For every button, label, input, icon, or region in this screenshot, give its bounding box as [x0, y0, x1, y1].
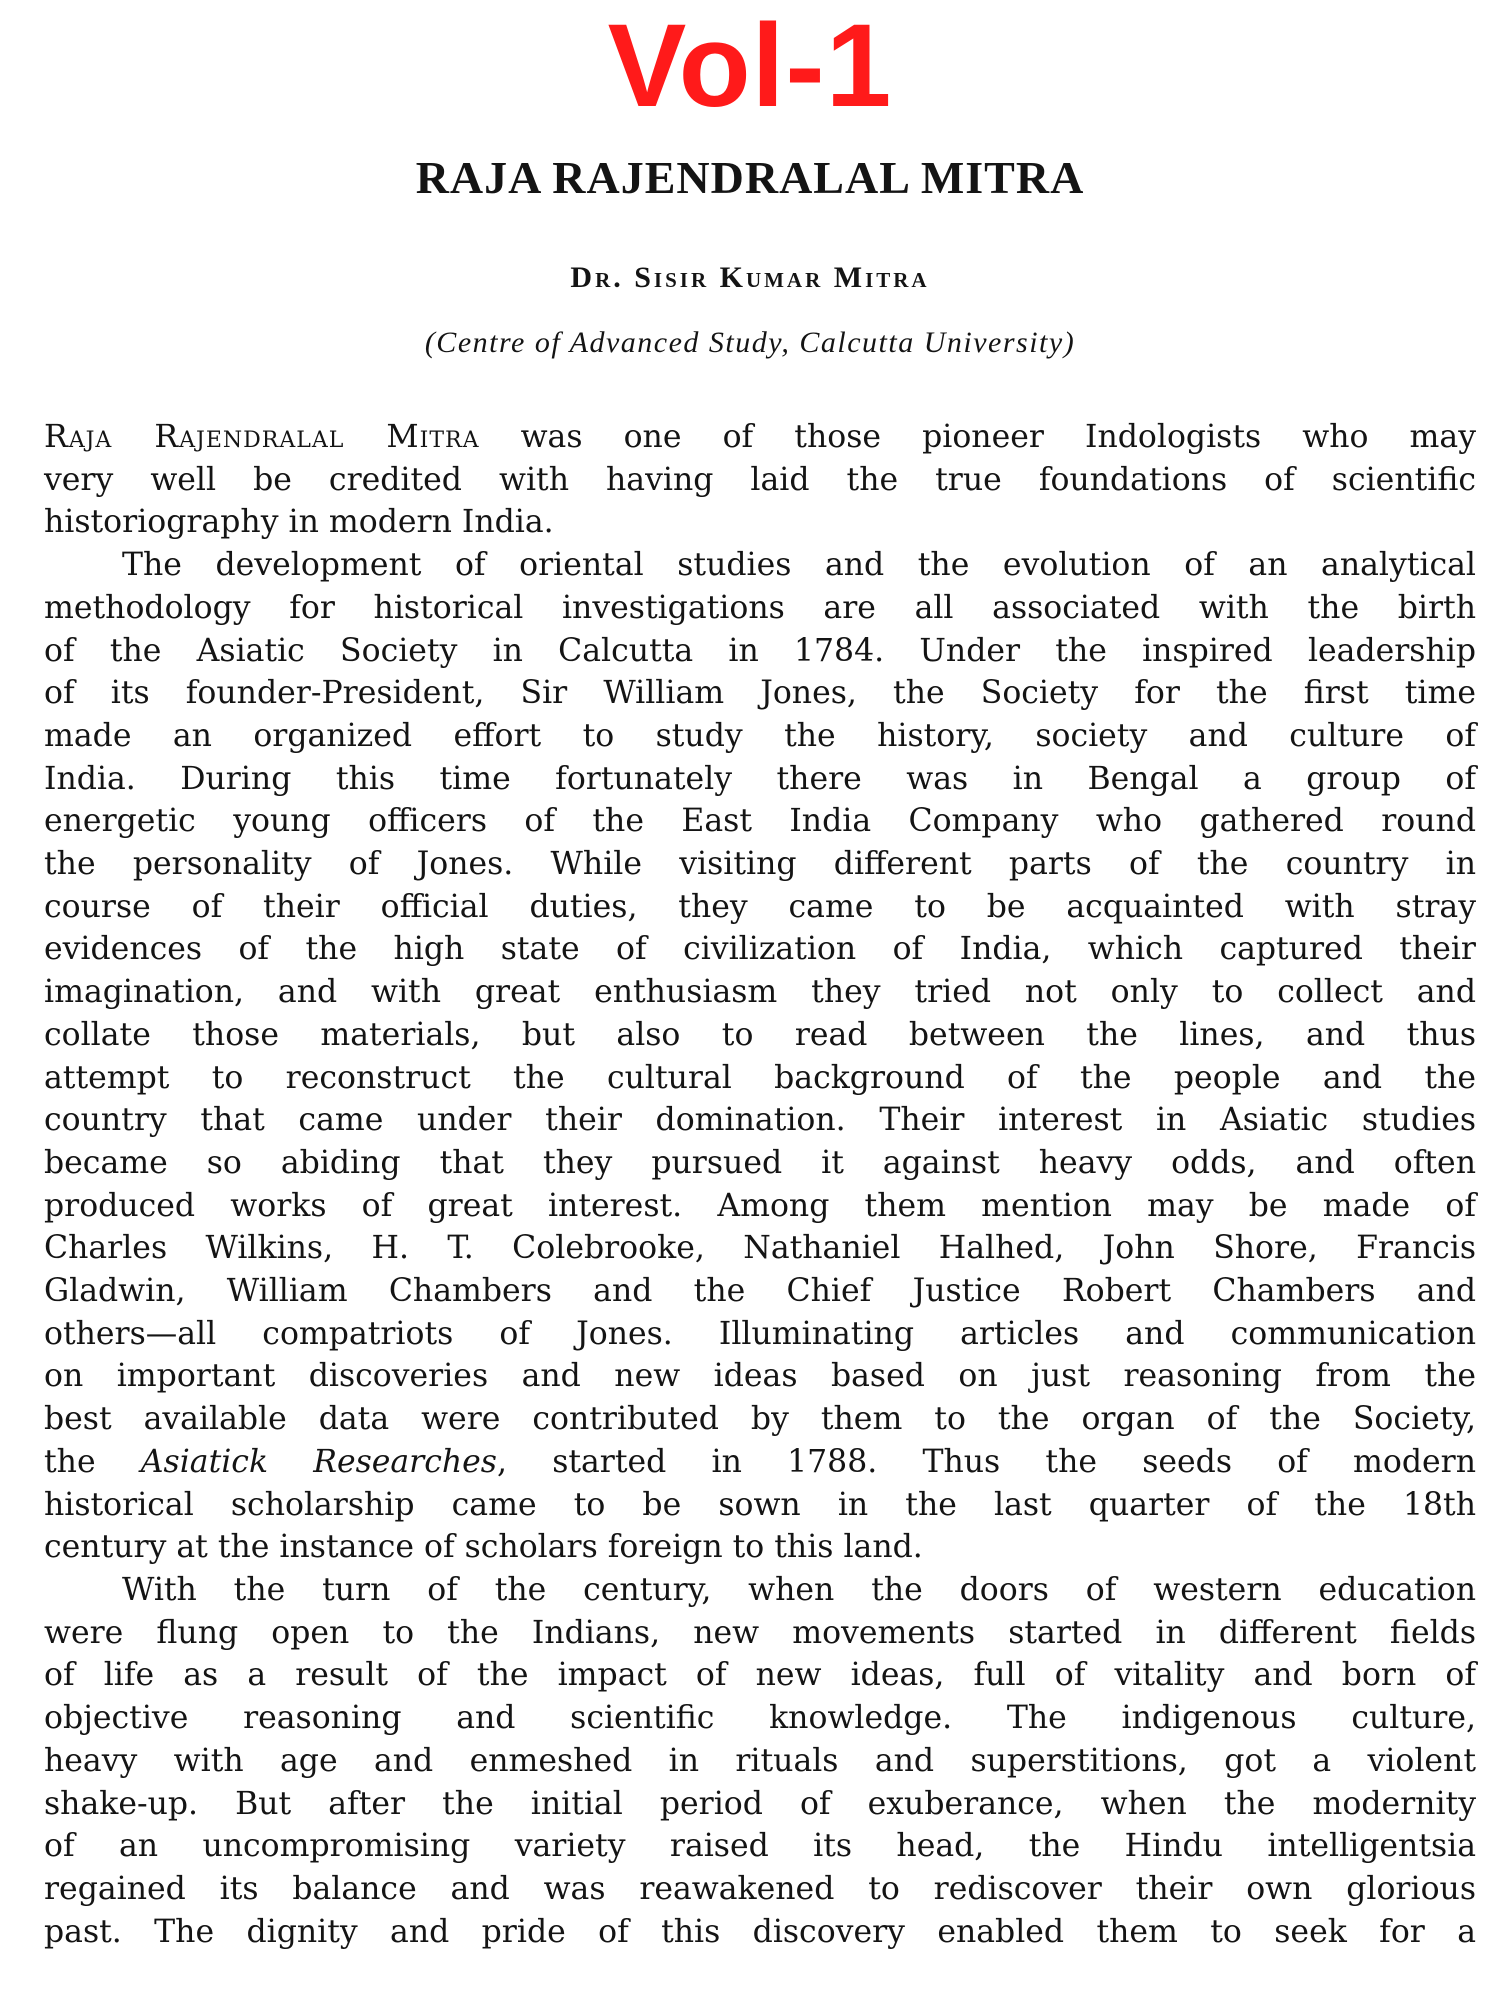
paragraph-line: past. The dignity and pride of this discovery enabled them to seek for a [44, 1913, 1476, 1950]
paragraph-line: were flung open to the Indians, new movements started in different fields [44, 1614, 1476, 1651]
paragraph-line: Raja Rajendralal Mitra was one of those pioneer Indologists who may [44, 419, 1476, 455]
paragraph-line: the personality of Jones. While visiting different parts of the country in [44, 846, 1476, 883]
paragraph-line: on important discoveries and new ideas based on just reasoning from the [44, 1358, 1476, 1395]
paragraph-line: of an uncompromising variety raised its head, the Hindu intelligentsia [44, 1828, 1476, 1865]
author-affiliation: (Centre of Advanced Study, Calcutta University) [424, 326, 1076, 359]
paragraph-line: produced works of great interest. Among them mention may be made of [44, 1187, 1476, 1224]
paragraph-line: century at the instance of scholars foreign to this land. [44, 1529, 923, 1566]
journal-title: Asiatick Researches [140, 1443, 497, 1480]
paragraph-2 [44, 544, 1476, 1569]
volume-label: Vol-1 [607, 0, 893, 132]
paragraph-line: course of their official duties, they came to be acquainted with stray [44, 888, 1476, 925]
paragraph-line: India. During this time fortunately there was in Bengal a group of [44, 760, 1476, 797]
paragraph-line: objective reasoning and scientific knowledge. The indigenous culture, [44, 1700, 1476, 1737]
paragraph-line: historical scholarship came to be sown in the last quarter of the 18th [44, 1486, 1476, 1523]
article-title: RAJA RAJENDRALAL MITRA [415, 152, 1085, 203]
paragraph-line: of life as a result of the impact of new ideas, full of vitality and born of [44, 1657, 1476, 1694]
paragraph-3 [44, 1569, 1476, 1953]
paragraph-line: Gladwin, William Chambers and the Chief Justice Robert Chambers and [44, 1273, 1476, 1310]
paragraph-line: collate those materials, but also to read between the lines, and thus [44, 1016, 1476, 1053]
paragraph-line: of its founder-President, Sir William Jones, the Society for the first time [44, 675, 1476, 712]
paragraph-line: evidences of the high state of civilization of India, which captured their [44, 931, 1476, 968]
paragraph-line: The development of oriental studies and the evolution of an analytical [122, 547, 1476, 584]
paragraph-line: regained its balance and was reawakened to rediscover their own glorious [44, 1870, 1476, 1907]
article-body [44, 416, 1476, 1953]
paragraph-line: heavy with age and enmeshed in rituals and superstitions, got a violent [44, 1742, 1476, 1779]
paragraph-line: country that came under their domination. Their interest in Asiatic studies [44, 1102, 1476, 1139]
paragraph-line: the Asiatick Researches, started in 1788. Thus the seeds of modern [44, 1443, 1477, 1480]
paragraph-line: energetic young officers of the East India Company who gathered round [44, 803, 1476, 840]
paragraph-line: others—all compatriots of Jones. Illuminating articles and communication [44, 1315, 1476, 1352]
paragraph-line: best available data were contributed by them to the organ of the Society, [44, 1401, 1476, 1438]
paragraph-line: made an organized effort to study the history, society and culture of [44, 717, 1476, 754]
paragraph-line: imagination, and with great enthusiasm they tried not only to collect and [44, 974, 1476, 1011]
paragraph-line: Charles Wilkins, H. T. Colebrooke, Nathaniel Halhed, John Shore, Francis [44, 1230, 1476, 1267]
lead-name: Raja Rajendralal Mitra [44, 419, 480, 455]
paragraph-line: With the turn of the century, when the doors of western education [122, 1571, 1476, 1608]
paragraph-line: very well be credited with having laid the true foundations of scientific [44, 461, 1476, 498]
paragraph-1 [44, 416, 1476, 544]
author-name: Dr. Sisir Kumar Mitra [570, 261, 930, 294]
paragraph-line: became so abiding that they pursued it against heavy odds, and often [44, 1144, 1476, 1181]
paragraph-line: historiography in modern India. [44, 504, 554, 541]
paragraph-line: methodology for historical investigations are all associated with the birth [44, 589, 1476, 626]
paragraph-line: of the Asiatic Society in Calcutta in 1784. Under the inspired leadership [44, 632, 1476, 669]
paragraph-line: attempt to reconstruct the cultural background of the people and the [44, 1059, 1476, 1096]
paragraph-line: shake-up. But after the initial period of exuberance, when the modernity [44, 1785, 1476, 1822]
